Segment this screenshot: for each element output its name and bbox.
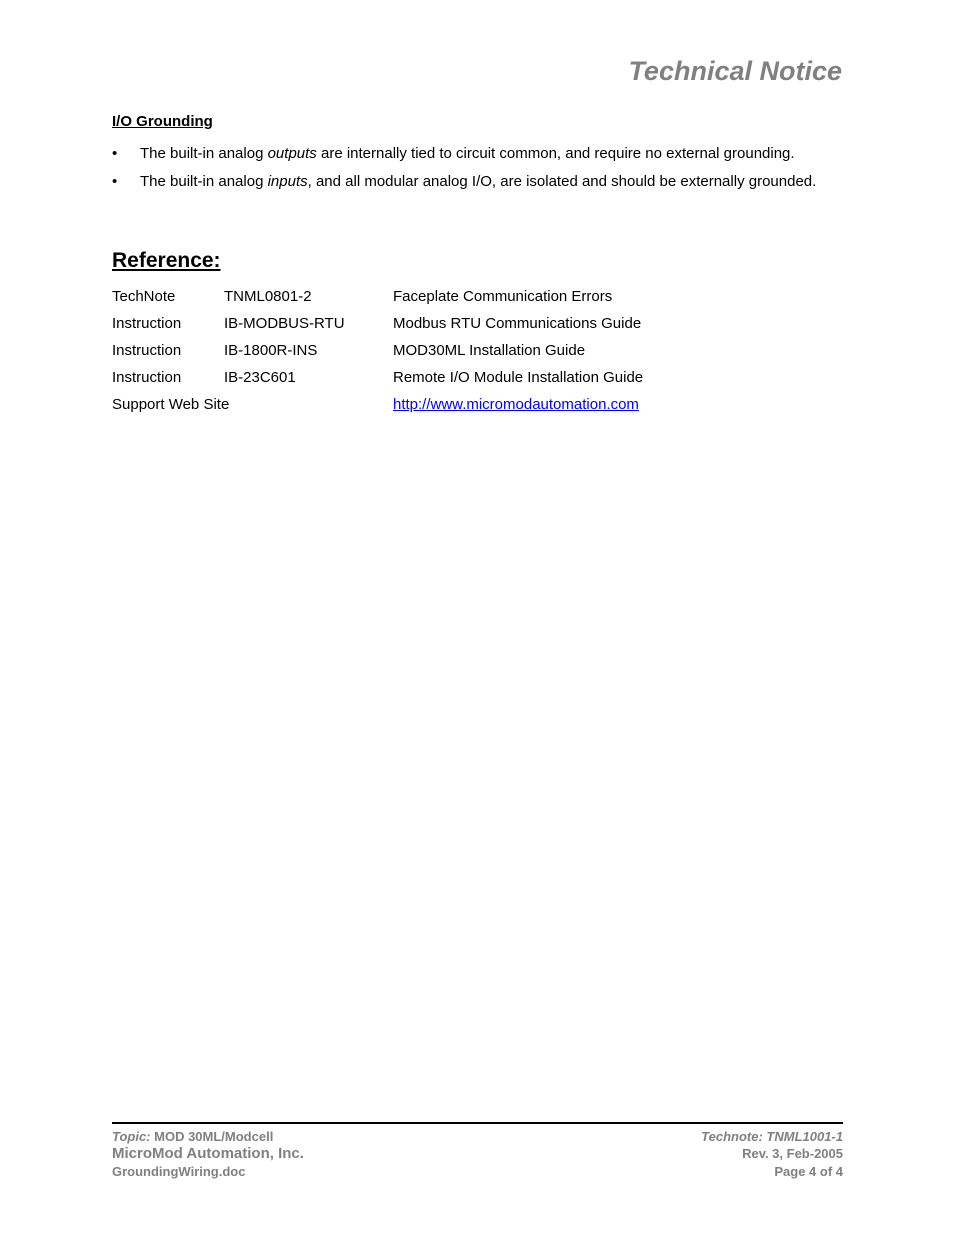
support-website-link[interactable]: http://www.micromodautomation.com — [393, 396, 639, 413]
ref-type: Instruction — [112, 315, 182, 332]
support-label: Support Web Site — [112, 396, 230, 413]
footer-topic — [112, 1128, 273, 1145]
reference-table — [112, 283, 643, 418]
bullet-text-before: The built-in analog — [140, 173, 268, 190]
footer-company: MicroMod Automation, Inc. — [112, 1145, 304, 1162]
ref-title: Modbus RTU Communications Guide — [393, 315, 642, 332]
footer-technote: Technote: TNML1001-1 — [701, 1129, 843, 1144]
page-footer — [112, 1122, 843, 1180]
io-grounding-bullet-list — [112, 140, 842, 196]
footer-page-number: Page 4 of 4 — [774, 1164, 843, 1179]
footer-row-2 — [112, 1145, 843, 1163]
ref-code: IB-1800R-INS — [224, 342, 318, 359]
reference-heading: Reference: — [112, 249, 221, 272]
bullet-emphasis: inputs — [267, 173, 308, 190]
table-row — [112, 364, 643, 391]
list-item — [112, 168, 842, 195]
ref-type: TechNote — [112, 288, 176, 305]
ref-title: Remote I/O Module Installation Guide — [393, 369, 644, 386]
bullet-icon: • — [112, 145, 118, 162]
bullet-text-after: , and all modular analog I/O, are isolated and should be externally grounded. — [307, 173, 817, 190]
io-grounding-heading: I/O Grounding — [112, 113, 213, 130]
ref-type: Instruction — [112, 342, 182, 359]
topic-label: Topic: — [112, 1129, 151, 1144]
ref-code: IB-MODBUS-RTU — [224, 315, 345, 332]
ref-title: MOD30ML Installation Guide — [393, 342, 586, 359]
ref-code: IB-23C601 — [224, 369, 296, 386]
bullet-emphasis: outputs — [267, 145, 317, 162]
table-row — [112, 283, 643, 310]
bullet-icon: • — [112, 173, 118, 190]
table-row — [112, 391, 643, 418]
table-row — [112, 337, 643, 364]
ref-type: Instruction — [112, 369, 182, 386]
bullet-text-before: The built-in analog — [140, 145, 268, 162]
footer-row-1 — [112, 1128, 843, 1145]
ref-code: TNML0801-2 — [224, 288, 312, 305]
ref-title: Faceplate Communication Errors — [393, 288, 613, 305]
footer-filename: GroundingWiring.doc — [112, 1164, 246, 1179]
document-title: Technical Notice — [628, 56, 842, 86]
table-row — [112, 310, 643, 337]
list-item — [112, 140, 842, 167]
topic-value: MOD 30ML/Modcell — [150, 1129, 274, 1144]
bullet-text-after: are internally tied to circuit common, and require no external grounding. — [316, 145, 795, 162]
footer-revision: Rev. 3, Feb-2005 — [742, 1146, 843, 1161]
support-link-cell — [393, 391, 643, 418]
footer-row-3 — [112, 1163, 843, 1180]
